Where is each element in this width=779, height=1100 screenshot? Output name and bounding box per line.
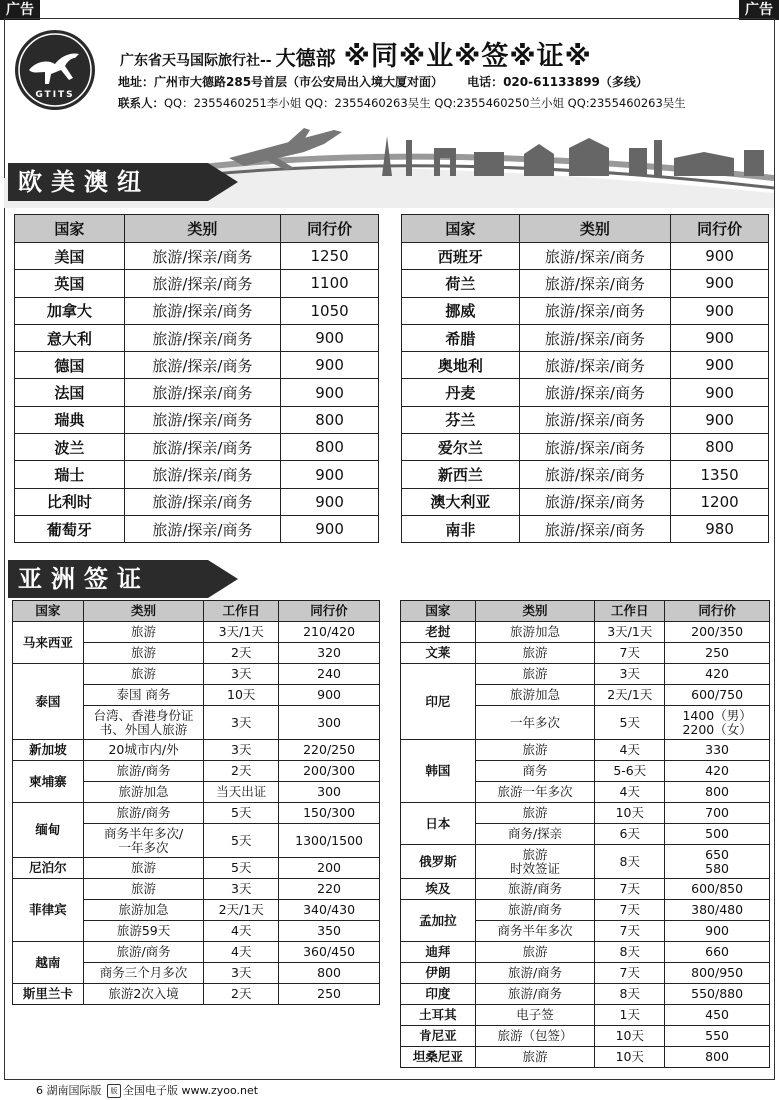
- category-cell: 旅游: [83, 664, 204, 685]
- category-cell: 旅游/探亲/商务: [124, 297, 281, 324]
- workdays-cell: 8天: [595, 942, 665, 963]
- country-cell: 荷兰: [402, 270, 520, 297]
- price-cell: 1050: [281, 297, 379, 324]
- price-cell: 980: [671, 515, 769, 542]
- table-row: [402, 352, 769, 379]
- column-header: 同行价: [671, 215, 769, 243]
- contacts-list: QQ：2355460251李小姐 QQ：2355460263吴生 QQ:2355460250兰小姐 QQ:2355460263吴生: [164, 96, 686, 110]
- column-header: 工作日: [204, 601, 279, 622]
- workdays-cell: 1天: [595, 1005, 665, 1026]
- table-row: [401, 942, 770, 963]
- price-cell: 150/300: [279, 803, 380, 824]
- country-cell: 菲律宾: [13, 879, 84, 942]
- workdays-cell: 5天: [204, 824, 279, 858]
- country-cell: 意大利: [15, 324, 125, 351]
- table-row: [13, 942, 380, 963]
- workdays-cell: 5天: [595, 706, 665, 740]
- column-header: 国家: [15, 215, 125, 243]
- workdays-cell: 当天出证: [204, 782, 279, 803]
- workdays-cell: 4天: [204, 942, 279, 963]
- country-cell: 挪威: [402, 297, 520, 324]
- category-cell: 20城市内/外: [83, 740, 204, 761]
- workdays-cell: 2天: [204, 984, 279, 1005]
- category-cell: 旅游/探亲/商务: [519, 379, 671, 406]
- workdays-cell: 3天: [204, 664, 279, 685]
- price-cell: 900: [671, 406, 769, 433]
- country-cell: 缅甸: [13, 803, 84, 858]
- table-row: [15, 297, 379, 324]
- category-cell: 旅游/探亲/商务: [124, 488, 281, 515]
- country-cell: 迪拜: [401, 942, 476, 963]
- price-cell: 900: [281, 515, 379, 542]
- category-cell: 旅游: [475, 1047, 595, 1068]
- price-cell: 900: [671, 270, 769, 297]
- company-name: 广东省天马国际旅行社--: [120, 53, 272, 69]
- table-row: [401, 664, 770, 685]
- workdays-cell: 7天: [595, 643, 665, 664]
- table-row: [401, 845, 770, 879]
- table-row: [13, 803, 380, 824]
- country-cell: 葡萄牙: [15, 515, 125, 542]
- price-cell: 450: [665, 1005, 770, 1026]
- asia-table-left: [12, 600, 380, 1005]
- workdays-cell: 7天: [595, 963, 665, 984]
- price-cell: 700: [665, 803, 770, 824]
- country-cell: 韩国: [401, 740, 476, 803]
- country-cell: 希腊: [402, 324, 520, 351]
- category-cell: 旅游: [475, 643, 595, 664]
- section-title-asia-text: 亚洲签证: [18, 565, 150, 593]
- section-title-europe: [8, 163, 248, 201]
- category-cell: 商务半年多次: [475, 921, 595, 942]
- category-cell: 旅游: [83, 879, 204, 900]
- table-row: [402, 406, 769, 433]
- price-cell: 250: [279, 984, 380, 1005]
- column-header: 同行价: [279, 601, 380, 622]
- category-cell: 旅游/商务: [83, 761, 204, 782]
- price-cell: 900: [671, 243, 769, 270]
- table-row: [402, 297, 769, 324]
- workdays-cell: 3天: [595, 664, 665, 685]
- country-cell: 日本: [401, 803, 476, 845]
- category-cell: 旅游/商务: [83, 803, 204, 824]
- column-header: 同行价: [281, 215, 379, 243]
- country-cell: 孟加拉: [401, 900, 476, 942]
- price-cell: 360/450: [279, 942, 380, 963]
- price-cell: 420: [665, 761, 770, 782]
- workdays-cell: 2天/1天: [595, 685, 665, 706]
- workdays-cell: 10天: [595, 803, 665, 824]
- table-row: [13, 622, 380, 643]
- table-header-row: [13, 601, 380, 622]
- price-cell: 900: [671, 297, 769, 324]
- country-cell: 新西兰: [402, 461, 520, 488]
- category-cell: 旅游/探亲/商务: [519, 297, 671, 324]
- workdays-cell: 2天/1天: [204, 900, 279, 921]
- table-row: [401, 622, 770, 643]
- edition: 湖南国际版: [46, 1084, 102, 1097]
- category-cell: 旅游/探亲/商务: [519, 406, 671, 433]
- country-cell: 坦桑尼亚: [401, 1047, 476, 1068]
- contacts-label: 联系人：: [118, 96, 164, 110]
- category-cell: 旅游 时效签证: [475, 845, 595, 879]
- europe-table-right: [401, 214, 769, 543]
- category-cell: 旅游: [83, 643, 204, 664]
- table-row: [402, 461, 769, 488]
- workdays-cell: 2天: [204, 761, 279, 782]
- category-cell: 商务三个月多次: [83, 963, 204, 984]
- edition-icon: 版: [107, 1084, 121, 1098]
- table-row: [401, 963, 770, 984]
- price-cell: 550/880: [665, 984, 770, 1005]
- table-row: [13, 858, 380, 879]
- country-cell: 南非: [402, 515, 520, 542]
- price-cell: 800: [665, 782, 770, 803]
- country-cell: 尼泊尔: [13, 858, 84, 879]
- table-row: [401, 1005, 770, 1026]
- workdays-cell: 10天: [595, 1047, 665, 1068]
- page-number: 6: [36, 1084, 43, 1097]
- category-cell: 商务: [475, 761, 595, 782]
- table-row: [402, 488, 769, 515]
- workdays-cell: 2天: [204, 643, 279, 664]
- table-row: [15, 488, 379, 515]
- category-cell: 旅游/商务: [83, 942, 204, 963]
- table-header-row: [15, 215, 379, 243]
- table-row: [13, 740, 380, 761]
- column-header: 类别: [519, 215, 671, 243]
- price-cell: 900: [281, 379, 379, 406]
- price-cell: 650 580: [665, 845, 770, 879]
- column-header: 同行价: [665, 601, 770, 622]
- price-cell: 220/250: [279, 740, 380, 761]
- workdays-cell: 4天: [204, 921, 279, 942]
- europe-table-left: [14, 214, 379, 543]
- price-cell: 800: [281, 434, 379, 461]
- price-cell: 800/950: [665, 963, 770, 984]
- category-cell: 台湾、香港身份证 书、外国人旅游: [83, 706, 204, 740]
- category-cell: 旅游/探亲/商务: [519, 270, 671, 297]
- table-row: [13, 879, 380, 900]
- company-logo: [15, 30, 95, 110]
- column-header: 类别: [124, 215, 281, 243]
- category-cell: 旅游: [83, 622, 204, 643]
- category-cell: 旅游/商务: [475, 900, 595, 921]
- price-cell: 900: [279, 685, 380, 706]
- table-row: [402, 434, 769, 461]
- country-cell: 老挝: [401, 622, 476, 643]
- price-cell: 800: [279, 963, 380, 984]
- country-cell: 丹麦: [402, 379, 520, 406]
- country-cell: 柬埔寨: [13, 761, 84, 803]
- workdays-cell: 5天: [204, 858, 279, 879]
- table-row: [402, 379, 769, 406]
- category-cell: 旅游: [475, 942, 595, 963]
- asia-table-right: [400, 600, 770, 1068]
- table-row: [402, 324, 769, 351]
- country-cell: 马来西亚: [13, 622, 84, 664]
- price-cell: 210/420: [279, 622, 380, 643]
- country-cell: 斯里兰卡: [13, 984, 84, 1005]
- category-cell: 旅游/商务: [475, 879, 595, 900]
- category-cell: 旅游/探亲/商务: [124, 461, 281, 488]
- country-cell: 波兰: [15, 434, 125, 461]
- price-cell: 1300/1500: [279, 824, 380, 858]
- header-contacts: [118, 95, 686, 111]
- country-cell: 西班牙: [402, 243, 520, 270]
- workdays-cell: 3天/1天: [595, 622, 665, 643]
- price-cell: 900: [671, 352, 769, 379]
- table-row: [401, 1026, 770, 1047]
- category-cell: 旅游/探亲/商务: [124, 406, 281, 433]
- workdays-cell: 3天: [204, 706, 279, 740]
- category-cell: 旅游加急: [83, 782, 204, 803]
- table-row: [401, 900, 770, 921]
- country-cell: 肯尼亚: [401, 1026, 476, 1047]
- country-cell: 文莱: [401, 643, 476, 664]
- footer: [36, 1082, 258, 1098]
- country-cell: 法国: [15, 379, 125, 406]
- price-cell: 420: [665, 664, 770, 685]
- country-cell: 瑞典: [15, 406, 125, 433]
- country-cell: 泰国: [13, 664, 84, 740]
- price-cell: 220: [279, 879, 380, 900]
- price-cell: 350: [279, 921, 380, 942]
- workdays-cell: 4天: [595, 740, 665, 761]
- header-address-line: [118, 73, 648, 90]
- table-row: [13, 664, 380, 685]
- category-cell: 泰国 商务: [83, 685, 204, 706]
- price-cell: 900: [281, 324, 379, 351]
- section-title-asia: [8, 560, 248, 598]
- country-cell: 英国: [15, 270, 125, 297]
- category-cell: 旅游/探亲/商务: [519, 461, 671, 488]
- category-cell: 旅游/探亲/商务: [519, 324, 671, 351]
- country-cell: 爱尔兰: [402, 434, 520, 461]
- category-cell: 旅游/探亲/商务: [124, 434, 281, 461]
- price-cell: 1100: [281, 270, 379, 297]
- column-header: 类别: [83, 601, 204, 622]
- country-cell: 越南: [13, 942, 84, 984]
- category-cell: 旅游加急: [475, 622, 595, 643]
- country-cell: 澳大利亚: [402, 488, 520, 515]
- category-cell: 商务半年多次/ 一年多次: [83, 824, 204, 858]
- country-cell: 加拿大: [15, 297, 125, 324]
- workdays-cell: 7天: [595, 921, 665, 942]
- workdays-cell: 10天: [595, 1026, 665, 1047]
- country-cell: 美国: [15, 243, 125, 270]
- table-header-row: [401, 601, 770, 622]
- country-cell: 俄罗斯: [401, 845, 476, 879]
- section-title-europe-text: 欧美澳纽: [18, 168, 150, 196]
- category-cell: 旅游: [475, 740, 595, 761]
- column-header: 类别: [475, 601, 595, 622]
- category-cell: 旅游一年多次: [475, 782, 595, 803]
- country-cell: 德国: [15, 352, 125, 379]
- table-row: [402, 243, 769, 270]
- price-cell: 550: [665, 1026, 770, 1047]
- dept-name: 大德部: [275, 46, 336, 70]
- workdays-cell: 3天: [204, 740, 279, 761]
- price-cell: 800: [671, 434, 769, 461]
- category-cell: 一年多次: [475, 706, 595, 740]
- price-cell: 200/300: [279, 761, 380, 782]
- table-header-row: [402, 215, 769, 243]
- workdays-cell: 3天: [204, 963, 279, 984]
- category-cell: 旅游/探亲/商务: [124, 270, 281, 297]
- landmarks-icon: [382, 136, 764, 176]
- website-link[interactable]: 全国电子版 www.zyoo.net: [123, 1084, 259, 1097]
- table-row: [402, 515, 769, 542]
- price-cell: 500: [665, 824, 770, 845]
- workdays-cell: 7天: [595, 900, 665, 921]
- category-cell: 电子签: [475, 1005, 595, 1026]
- country-cell: 埃及: [401, 879, 476, 900]
- country-cell: 印尼: [401, 664, 476, 740]
- price-cell: 200/350: [665, 622, 770, 643]
- ad-label-right: 广告: [739, 0, 779, 20]
- price-cell: 250: [665, 643, 770, 664]
- country-cell: 土耳其: [401, 1005, 476, 1026]
- price-cell: 1200: [671, 488, 769, 515]
- telephone: 电话：020-61133899（多线）: [467, 75, 648, 89]
- category-cell: 旅游/探亲/商务: [519, 515, 671, 542]
- workdays-cell: 5天: [204, 803, 279, 824]
- category-cell: 旅游（包签）: [475, 1026, 595, 1047]
- price-cell: 900: [671, 379, 769, 406]
- price-cell: 900: [665, 921, 770, 942]
- country-cell: 芬兰: [402, 406, 520, 433]
- country-cell: 奥地利: [402, 352, 520, 379]
- table-row: [401, 803, 770, 824]
- category-cell: 旅游/探亲/商务: [519, 352, 671, 379]
- category-cell: 旅游加急: [83, 900, 204, 921]
- price-cell: 900: [281, 488, 379, 515]
- workdays-cell: 10天: [204, 685, 279, 706]
- table-row: [401, 643, 770, 664]
- category-cell: 旅游/探亲/商务: [519, 488, 671, 515]
- category-cell: 旅游/探亲/商务: [124, 324, 281, 351]
- workdays-cell: 8天: [595, 984, 665, 1005]
- price-cell: 240: [279, 664, 380, 685]
- category-cell: 旅游加急: [475, 685, 595, 706]
- table-row: [401, 984, 770, 1005]
- header-title: [120, 34, 592, 73]
- price-cell: 340/430: [279, 900, 380, 921]
- table-row: [15, 270, 379, 297]
- price-cell: 800: [665, 1047, 770, 1068]
- price-cell: 800: [281, 406, 379, 433]
- category-cell: 旅游/探亲/商务: [124, 515, 281, 542]
- table-row: [15, 515, 379, 542]
- workdays-cell: 8天: [595, 845, 665, 879]
- ad-label-left: 广告: [0, 0, 40, 20]
- price-cell: 320: [279, 643, 380, 664]
- price-cell: 380/480: [665, 900, 770, 921]
- logo-text: GTITS: [35, 90, 75, 100]
- table-row: [15, 406, 379, 433]
- price-cell: 300: [279, 706, 380, 740]
- price-cell: 1250: [281, 243, 379, 270]
- table-row: [15, 352, 379, 379]
- table-row: [402, 270, 769, 297]
- price-cell: 1350: [671, 461, 769, 488]
- price-cell: 900: [281, 461, 379, 488]
- category-cell: 旅游/探亲/商务: [519, 434, 671, 461]
- workdays-cell: 3天/1天: [204, 622, 279, 643]
- country-cell: 印度: [401, 984, 476, 1005]
- column-header: 工作日: [595, 601, 665, 622]
- table-row: [401, 1047, 770, 1068]
- country-cell: 瑞士: [15, 461, 125, 488]
- price-cell: 600/850: [665, 879, 770, 900]
- price-cell: 330: [665, 740, 770, 761]
- price-cell: 1400（男） 2200（女）: [665, 706, 770, 740]
- workdays-cell: 7天: [595, 879, 665, 900]
- category-cell: 旅游/探亲/商务: [519, 243, 671, 270]
- category-cell: 旅游/商务: [475, 984, 595, 1005]
- table-row: [401, 740, 770, 761]
- table-row: [401, 879, 770, 900]
- table-row: [15, 324, 379, 351]
- category-cell: 旅游/探亲/商务: [124, 243, 281, 270]
- category-cell: 旅游/探亲/商务: [124, 379, 281, 406]
- price-cell: 900: [281, 352, 379, 379]
- price-cell: 660: [665, 942, 770, 963]
- category-cell: 旅游2次入境: [83, 984, 204, 1005]
- column-header: 国家: [402, 215, 520, 243]
- workdays-cell: 6天: [595, 824, 665, 845]
- table-row: [15, 243, 379, 270]
- slogan: ※同※业※签※证※: [343, 41, 592, 72]
- category-cell: 旅游/商务: [475, 963, 595, 984]
- column-header: 国家: [401, 601, 476, 622]
- table-row: [13, 984, 380, 1005]
- category-cell: 旅游: [475, 664, 595, 685]
- price-cell: 900: [671, 324, 769, 351]
- table-row: [15, 379, 379, 406]
- price-cell: 300: [279, 782, 380, 803]
- table-row: [13, 761, 380, 782]
- country-cell: 比利时: [15, 488, 125, 515]
- category-cell: 旅游59天: [83, 921, 204, 942]
- category-cell: 商务/探亲: [475, 824, 595, 845]
- address: 地址：广州市大德路285号首层（市公安局出入境大厦对面）: [118, 75, 444, 89]
- workdays-cell: 4天: [595, 782, 665, 803]
- category-cell: 旅游: [475, 803, 595, 824]
- price-cell: 600/750: [665, 685, 770, 706]
- workdays-cell: 3天: [204, 879, 279, 900]
- country-cell: 伊朗: [401, 963, 476, 984]
- workdays-cell: 5-6天: [595, 761, 665, 782]
- category-cell: 旅游/探亲/商务: [124, 352, 281, 379]
- price-cell: 200: [279, 858, 380, 879]
- column-header: 国家: [13, 601, 84, 622]
- table-row: [15, 461, 379, 488]
- country-cell: 新加坡: [13, 740, 84, 761]
- category-cell: 旅游: [83, 858, 204, 879]
- table-row: [15, 434, 379, 461]
